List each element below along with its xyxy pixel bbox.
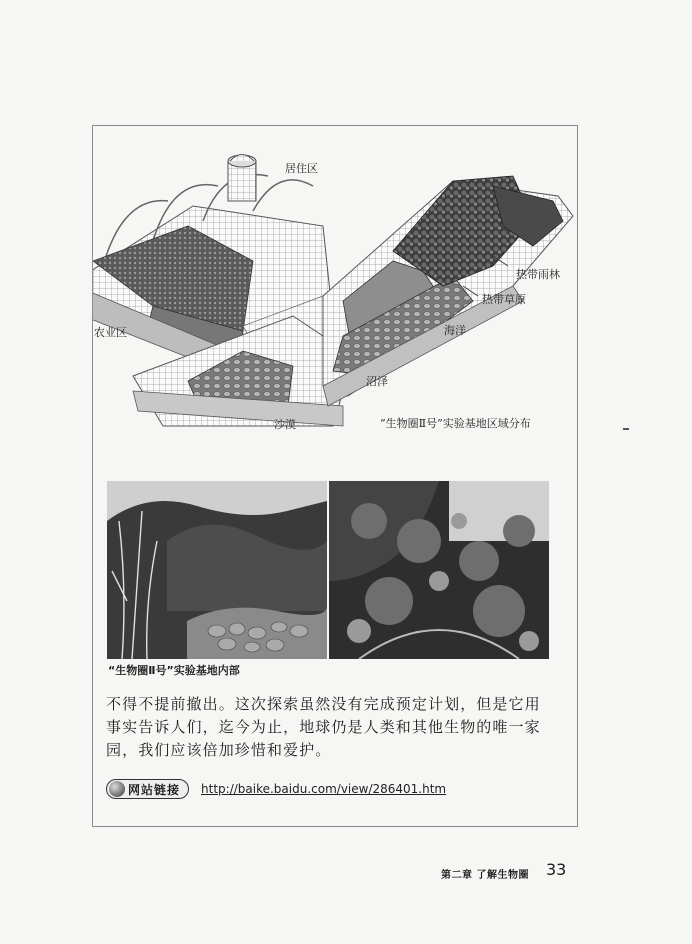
label-ocean: 海洋 — [444, 324, 466, 337]
biosphere-diagram — [93, 126, 577, 456]
biosphere-diagram-illustration — [93, 126, 577, 456]
website-link-row — [106, 778, 446, 800]
website-link-badge-label: 网站链接 — [128, 782, 181, 797]
margin-mark — [623, 428, 629, 430]
body-paragraph: 不得不提前撤出。这次探索虽然没有完成预定计划，但是它用事实告诉人们，迄今为止，地球仍是人类和其他生物的唯一家园，我们应该倍加珍惜和爱护。 — [106, 695, 541, 759]
interior-photo-right — [329, 481, 549, 659]
label-living-area: 居住区 — [285, 162, 318, 175]
label-desert: 沙漠 — [274, 418, 296, 431]
photo-caption: “生物圈Ⅱ号”实验基地内部 — [108, 664, 240, 677]
label-savanna: 热带草原 — [482, 293, 526, 306]
label-agriculture-area: 农业区 — [94, 326, 127, 339]
page-number: 33 — [546, 860, 567, 879]
diagram-caption: “生物圈Ⅱ号”实验基地区域分布 — [380, 417, 531, 430]
footer-chapter-title: 第二章 了解生物圈 — [441, 870, 529, 881]
globe-icon — [109, 781, 125, 797]
website-link-badge — [106, 779, 189, 799]
label-rainforest: 热带雨林 — [516, 268, 560, 281]
label-marsh: 沼泽 — [366, 375, 388, 388]
website-link-url[interactable]: http://baike.baidu.com/view/286401.htm — [201, 782, 447, 796]
interior-photo-left — [107, 481, 327, 659]
